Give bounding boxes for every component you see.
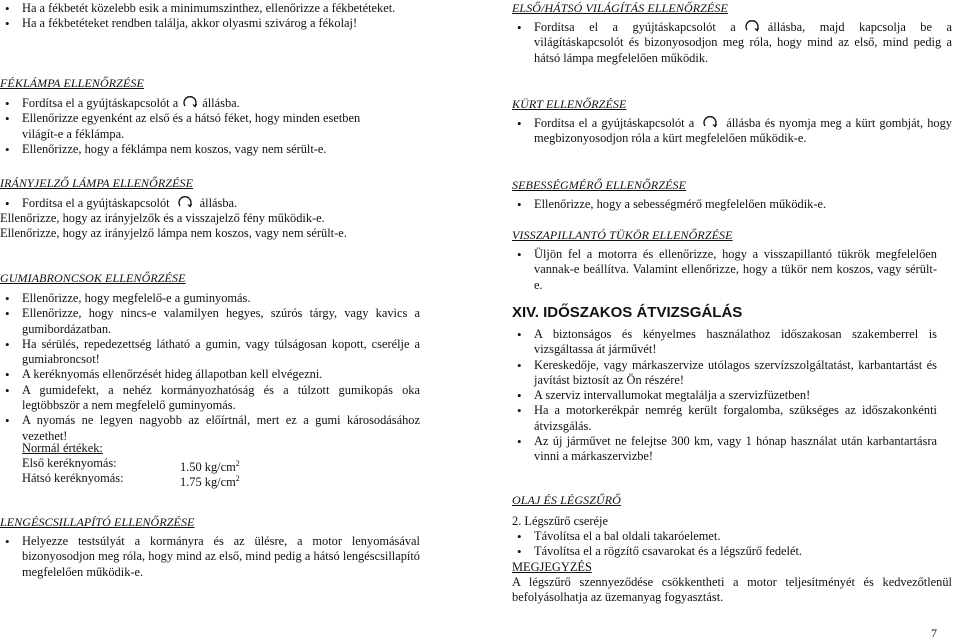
oil-filter-list [512, 529, 952, 560]
brake-light-heading: FÉKLÁMPA ELLENŐRZÉSE [0, 76, 144, 90]
page-number: 7 [931, 626, 937, 640]
list-item: • A biztonságos és kényelmes használathoz időszakosan szakemberrel is vizsgáltassa át járművét! [512, 327, 937, 358]
list-item: • A nyomás ne legyen nagyobb az előírtnál, mert ez a gumi károsodásához vezethet! [0, 413, 420, 444]
list-item: • Távolítsa el a bal oldali takaróelemet. [512, 529, 952, 544]
rear-pressure-label: Hátsó keréknyomás: [22, 471, 124, 485]
list-item: • Ellenőrizze egyenként az első és a hátsó féket, hogy minden esetben világít-e a féklámpa. [0, 111, 395, 142]
speedometer-list [512, 197, 952, 212]
list-item: • Fordítsa el a gyújtáskapcsolót a állásba és nyomja meg a kürt gombját, hogy megbizonyosodjon róla a kürt megfelelően működik-e. [512, 116, 952, 147]
horn-list [512, 116, 952, 147]
turn-signal-heading: IRÁNYJELZŐ LÁMPA ELLENŐRZÉSE [0, 176, 194, 190]
ignition-key-icon [744, 20, 760, 32]
list-item: • Fordítsa el a gyújtáskapcsolót állásba. [0, 196, 420, 211]
damper-list [0, 534, 420, 580]
note-text: A légszűrő szennyeződése csökkentheti a motor teljesítményét és kedvezőtlenül befolyásolhatja az üzemanyag fogyasztást. [512, 575, 952, 605]
front-rear-light-list [512, 20, 952, 66]
note-label: MEGJEGYZÉS [512, 560, 592, 574]
normal-values-label: Normál értékek: [22, 441, 103, 455]
front-pressure-label: Első keréknyomás: [22, 456, 117, 470]
speedometer-heading: SEBESSÉGMÉRŐ ELLENŐRZÉSE [512, 178, 687, 192]
turn-signal-line: Ellenőrizze, hogy az irányjelzők és a visszajelző fény működik-e. [0, 211, 325, 225]
intro-list [0, 1, 415, 32]
mirror-heading: VISSZAPILLANTÓ TÜKÖR ELLENŐRZÉSE [512, 228, 733, 242]
list-item: • A szerviz intervallumokat megtalálja a szervizfüzetben! [512, 388, 937, 403]
brake-light-list [0, 96, 395, 157]
list-item: • Fordítsa el a gyújtáskapcsolót a állásba. [0, 96, 395, 111]
turn-signal-list [0, 196, 420, 211]
list-item: • Távolítsa el a rögzítő csavarokat és a légszűrő fedelét. [512, 544, 952, 559]
list-item: • Helyezze testsúlyát a kormányra és az ülésre, a motor lenyomásával bizonyosodjon meg róla, hogy mind az első, mind pedig a hátsó lengéscsillapító megfelelően működik-e. [0, 534, 420, 580]
list-item: • Fordítsa el a gyújtáskapcsolót a állásba, majd kapcsolja be a világításkapcsolót és bizonyosodjon meg róla, hogy mind az első, mind pedig a hátsó lámpa megfelelően működik. [512, 20, 952, 66]
list-item: • Ellenőrizze, hogy a sebességmérő megfelelően működik-e. [512, 197, 952, 212]
list-item: • A gumidefekt, a nehéz kormányozhatóság és a túlzott gumikopás oka legtöbbször a nem megfelelő guminyomás. [0, 383, 420, 414]
list-item: • Kereskedője, vagy márkaszervize utólagos szervízszolgáltatást, karbantartást és javítást biztosít az Ön részére! [512, 358, 937, 389]
horn-heading: KÜRT ELLENŐRZÉSE [512, 97, 627, 111]
front-pressure-value: 1.50 $kg/cm^2$ [180, 459, 240, 475]
list-item: • Ha a fékbetét közelebb esik a minimumszinthez, ellenőrizze a fékbetéteket. [0, 1, 415, 16]
list-item: • Ha sérülés, repedezettség látható a gumin, vagy túlságosan kopott, cserélje a gumiabroncsot! [0, 337, 420, 368]
list-item: • Ellenőrizze, hogy nincs-e valamilyen hegyes, szúrós tárgy, vagy kavics a gumibordázatban. [0, 306, 420, 337]
list-item: • Üljön fel a motorra és ellenőrizze, hogy a visszapillantó tükrök megfelelően vannak-e beállítva. Valamint ellenőrizze, hogy a tükör nem koszos, vagy sérült-e. [512, 247, 937, 293]
damper-heading: LENGÉSCSILLAPÍTÓ ELLENŐRZÉSE [0, 515, 195, 529]
ignition-key-icon [702, 116, 718, 128]
front-rear-light-heading: ELSŐ/HÁTSÓ VILÁGÍTÁS ELLENŐRZÉSE [512, 1, 728, 15]
list-item: • A keréknyomás ellenőrzését hideg állapotban kell elvégezni. [0, 367, 420, 382]
list-item: • Ha a fékbetéteket rendben találja, akkor olyasmi szivárog a fékolaj! [0, 16, 415, 31]
ignition-key-icon [182, 96, 198, 108]
tires-heading: GUMIABRONCSOK ELLENŐRZÉSE [0, 271, 186, 285]
turn-signal-line: Ellenőrizze, hogy az irányjelző lámpa nem koszos, vagy nem sérült-e. [0, 226, 347, 240]
mirror-list [512, 247, 937, 293]
list-item: • Ellenőrizze, hogy megfelelő-e a guminyomás. [0, 291, 420, 306]
ignition-key-icon [177, 196, 193, 208]
list-item: • Az új járművet ne felejtse 300 km, vagy 1 hónap használat után karbantartásra vinni a márkaszervizbe! [512, 434, 937, 465]
periodic-list [512, 327, 937, 465]
oil-filter-heading: OLAJ ÉS LÉGSZŰRŐ [512, 493, 621, 507]
tires-list [0, 291, 420, 444]
list-item: • Ha a motorkerékpár nemrég került forgalomba, szükséges az időszakonkénti átvizsgálás. [512, 403, 937, 434]
list-item: • Ellenőrizze, hogy a féklámpa nem koszos, vagy nem sérült-e. [0, 142, 395, 157]
section-title: XIV. IDŐSZAKOS ÁTVIZSGÁLÁS [512, 304, 743, 321]
numbered-step: 2. Légszűrő cseréje [512, 514, 608, 528]
rear-pressure-value: 1.75 $kg/cm^2$ [180, 474, 240, 490]
